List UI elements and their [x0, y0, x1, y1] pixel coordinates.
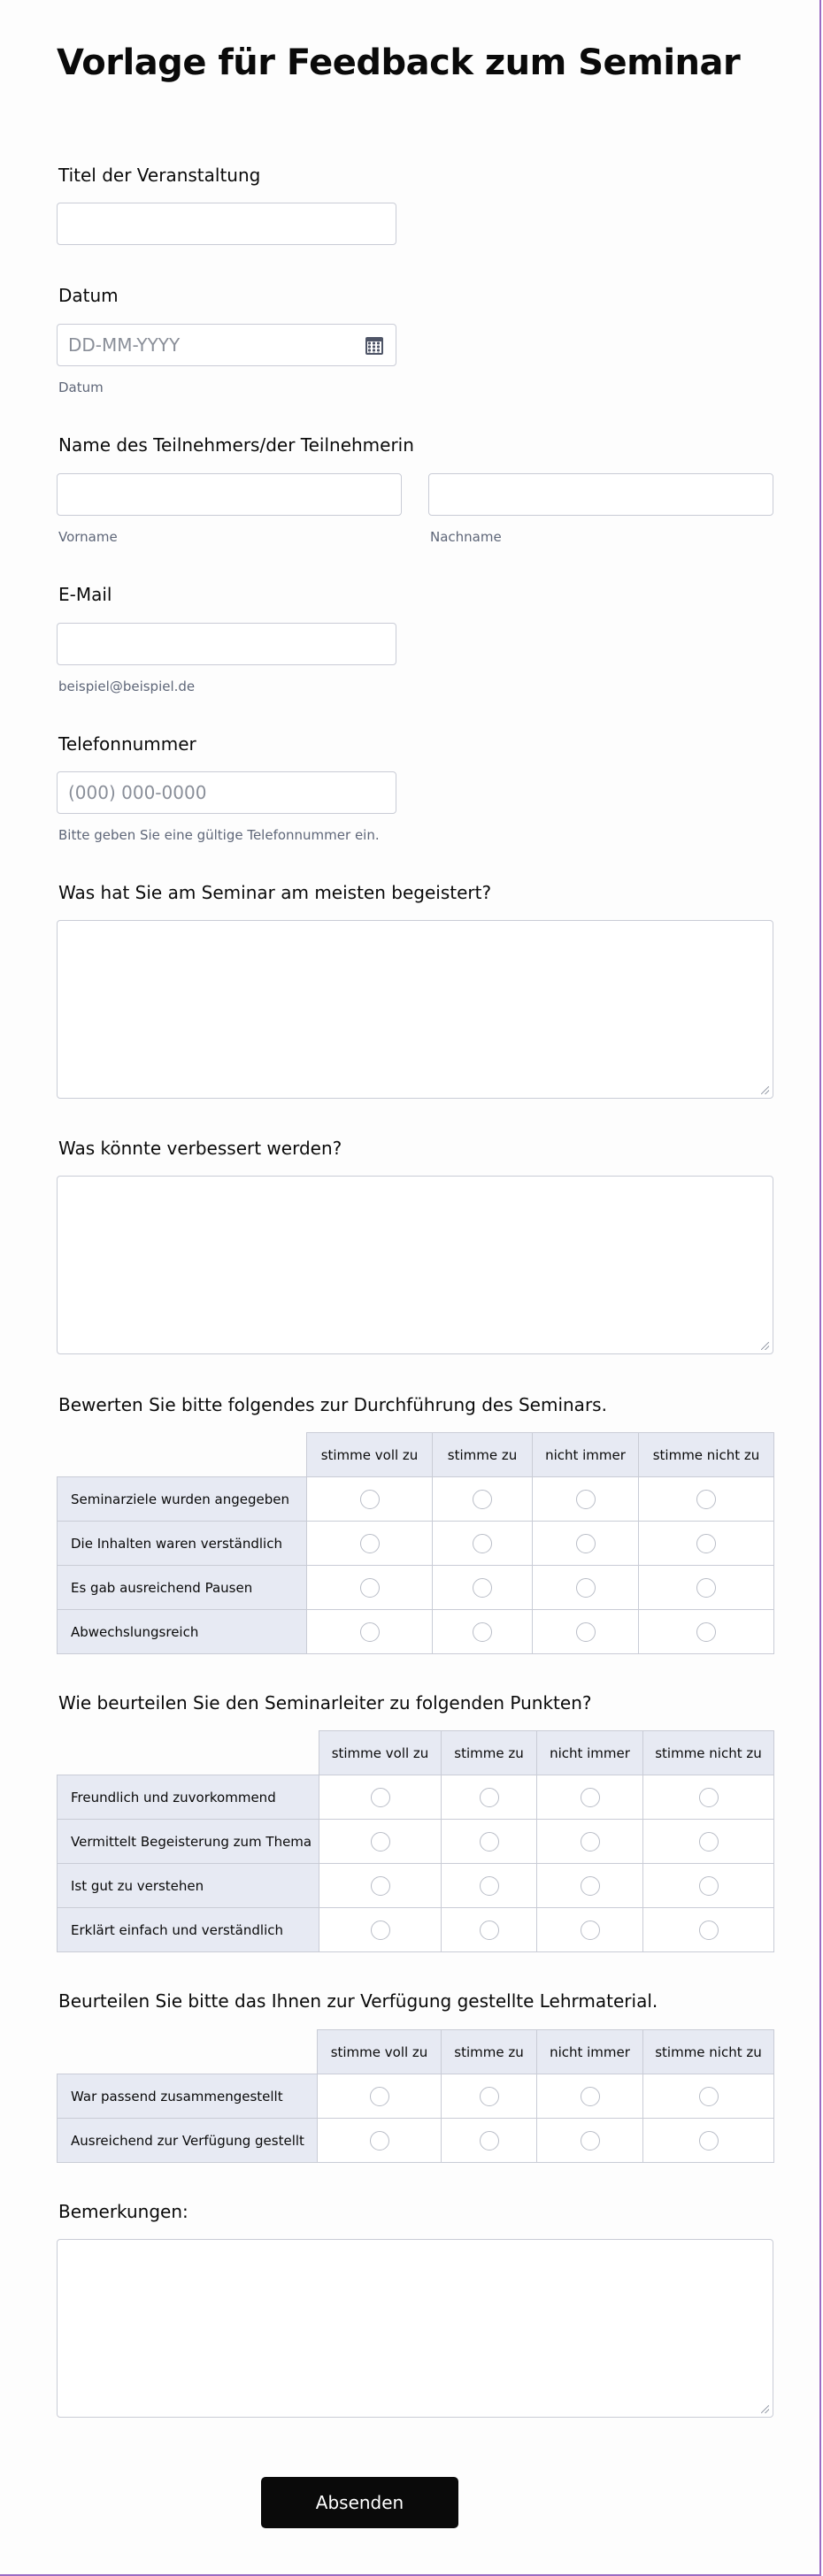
last-name-input[interactable] — [428, 473, 773, 516]
email-label: E-Mail — [58, 584, 112, 605]
date-input[interactable] — [57, 324, 396, 366]
radio-button[interactable] — [371, 1876, 390, 1896]
resize-grip-icon[interactable] — [761, 1086, 769, 1094]
resize-grip-icon[interactable] — [761, 2405, 769, 2413]
radio-button[interactable] — [576, 1622, 596, 1642]
last-name-sublabel: Nachname — [430, 529, 502, 545]
matrix1-label: Bewerten Sie bitte folgendes zur Durchführung des Seminars. — [58, 1394, 607, 1415]
radio-button[interactable] — [480, 1876, 499, 1896]
radio-button[interactable] — [699, 1788, 719, 1807]
radio-button[interactable] — [371, 1920, 390, 1940]
date-label: Datum — [58, 285, 119, 306]
radio-button[interactable] — [360, 1534, 380, 1553]
column-header: stimme zu — [442, 1731, 537, 1775]
radio-button[interactable] — [360, 1622, 380, 1642]
radio-button[interactable] — [576, 1490, 596, 1509]
calendar-icon[interactable] — [365, 337, 383, 355]
radio-button[interactable] — [576, 1578, 596, 1598]
table-row — [58, 2119, 774, 2163]
column-header: stimme voll zu — [319, 1731, 442, 1775]
table-row — [58, 2074, 774, 2119]
column-header: stimme nicht zu — [643, 1731, 774, 1775]
matrix-corner — [58, 1731, 319, 1775]
table-row — [58, 1522, 774, 1566]
radio-button[interactable] — [696, 1622, 716, 1642]
table-row — [58, 1566, 774, 1610]
event-title-label: Titel der Veranstaltung — [58, 165, 261, 186]
radio-button[interactable] — [696, 1534, 716, 1553]
matrix-header-row — [58, 2030, 774, 2074]
table-row — [58, 1908, 774, 1952]
table-row — [58, 1775, 774, 1820]
row-label: Die Inhalten waren verständlich — [58, 1522, 307, 1566]
radio-button[interactable] — [696, 1578, 716, 1598]
date-sublabel: Datum — [58, 380, 104, 395]
column-header: stimme nicht zu — [643, 2030, 774, 2074]
radio-button[interactable] — [480, 1788, 499, 1807]
radio-button[interactable] — [699, 2131, 719, 2150]
material-rating-matrix — [57, 2029, 774, 2163]
email-sublabel: beispiel@beispiel.de — [58, 678, 196, 694]
matrix2-label: Wie beurteilen Sie den Seminarleiter zu folgenden Punkten? — [58, 1692, 592, 1714]
participant-name-label: Name des Teilnehmers/der Teilnehmerin — [58, 434, 414, 456]
instructor-rating-matrix — [57, 1730, 774, 1952]
matrix3-label: Beurteilen Sie bitte das Ihnen zur Verfügung gestellte Lehrmaterial. — [58, 1990, 658, 2012]
radio-button[interactable] — [699, 1876, 719, 1896]
remarks-label: Bemerkungen: — [58, 2201, 188, 2222]
radio-button[interactable] — [699, 1920, 719, 1940]
improve-question-label: Was könnte verbessert werden? — [58, 1138, 342, 1159]
radio-button[interactable] — [473, 1622, 492, 1642]
first-name-input[interactable] — [57, 473, 402, 516]
table-row — [58, 1477, 774, 1522]
radio-button[interactable] — [696, 1490, 716, 1509]
radio-button[interactable] — [699, 2087, 719, 2106]
radio-button[interactable] — [699, 1832, 719, 1852]
radio-button[interactable] — [360, 1578, 380, 1598]
remarks-textarea[interactable] — [57, 2239, 773, 2418]
radio-button[interactable] — [473, 1490, 492, 1509]
matrix-corner — [58, 1433, 307, 1477]
column-header: nicht immer — [537, 1731, 643, 1775]
radio-button[interactable] — [581, 2131, 600, 2150]
best-question-label: Was hat Sie am Seminar am meisten begeistert? — [58, 882, 492, 903]
column-header: stimme voll zu — [318, 2030, 442, 2074]
radio-button[interactable] — [473, 1534, 492, 1553]
submit-button[interactable]: Absenden — [261, 2477, 458, 2528]
matrix-header-row — [58, 1731, 774, 1775]
column-header: stimme nicht zu — [639, 1433, 774, 1477]
radio-button[interactable] — [480, 1832, 499, 1852]
row-label: Erklärt einfach und verständlich — [58, 1908, 319, 1952]
radio-button[interactable] — [370, 2131, 389, 2150]
resize-grip-icon[interactable] — [761, 1342, 769, 1350]
table-row — [58, 1610, 774, 1654]
row-label: Abwechslungsreich — [58, 1610, 307, 1654]
best-answer-textarea[interactable] — [57, 920, 773, 1099]
radio-button[interactable] — [371, 1832, 390, 1852]
row-label: Ist gut zu verstehen — [58, 1864, 319, 1908]
radio-button[interactable] — [473, 1578, 492, 1598]
radio-button[interactable] — [371, 1788, 390, 1807]
column-header: stimme zu — [433, 1433, 533, 1477]
column-header: stimme voll zu — [307, 1433, 433, 1477]
column-header: stimme zu — [442, 2030, 537, 2074]
column-header: nicht immer — [533, 1433, 639, 1477]
row-label: Seminarziele wurden angegeben — [58, 1477, 307, 1522]
radio-button[interactable] — [581, 1832, 600, 1852]
row-label: Vermittelt Begeisterung zum Thema — [58, 1820, 319, 1864]
radio-button[interactable] — [480, 2087, 499, 2106]
radio-button[interactable] — [581, 2087, 600, 2106]
row-label: Ausreichend zur Verfügung gestellt — [58, 2119, 318, 2163]
improve-answer-textarea[interactable] — [57, 1176, 773, 1354]
event-title-input[interactable] — [57, 203, 396, 245]
radio-button[interactable] — [480, 1920, 499, 1940]
radio-button[interactable] — [581, 1920, 600, 1940]
phone-input[interactable] — [57, 771, 396, 814]
radio-button[interactable] — [370, 2087, 389, 2106]
first-name-sublabel: Vorname — [58, 529, 118, 545]
row-label: Es gab ausreichend Pausen — [58, 1566, 307, 1610]
matrix-corner — [58, 2030, 318, 2074]
radio-button[interactable] — [480, 2131, 499, 2150]
matrix-header-row — [58, 1433, 774, 1477]
table-row — [58, 1820, 774, 1864]
radio-button[interactable] — [360, 1490, 380, 1509]
seminar-rating-matrix — [57, 1432, 774, 1654]
phone-sublabel: Bitte geben Sie eine gültige Telefonnummer ein. — [58, 827, 380, 843]
radio-button[interactable] — [581, 1788, 600, 1807]
radio-button[interactable] — [581, 1876, 600, 1896]
table-row — [58, 1864, 774, 1908]
column-header: nicht immer — [537, 2030, 643, 2074]
row-label: War passend zusammengestellt — [58, 2074, 318, 2119]
email-input[interactable] — [57, 623, 396, 665]
row-label: Freundlich und zuvorkommend — [58, 1775, 319, 1820]
phone-label: Telefonnummer — [58, 733, 196, 755]
form-title: Vorlage für Feedback zum Seminar — [57, 42, 741, 83]
radio-button[interactable] — [576, 1534, 596, 1553]
